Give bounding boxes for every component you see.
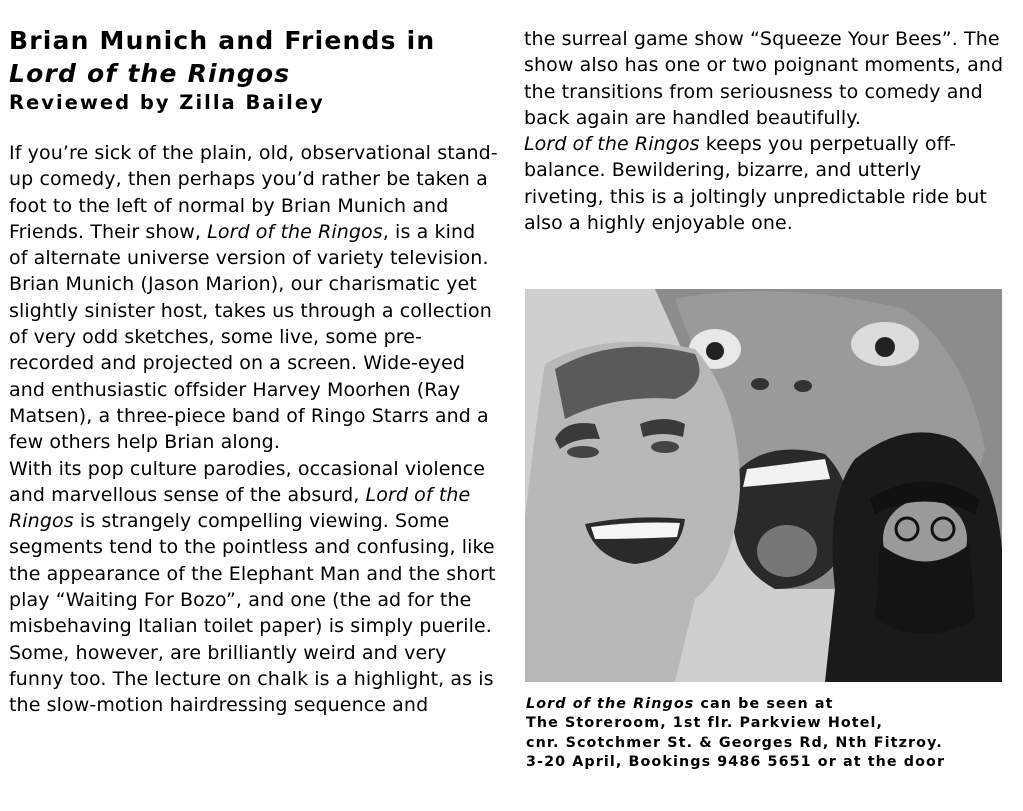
paragraph-4-end: keeps you perpetually off-balance. Bewildering, bizarre, and utterly riveting, this is a joltingly unpredictable ride but also a highly enjoyable one.: [524, 133, 987, 235]
article-body-left: [9, 140, 499, 719]
caption-line-1: [526, 695, 1006, 714]
show-name-inline: Lord of the Ringos: [524, 133, 700, 156]
photo-caption: [526, 695, 1006, 772]
show-photo: [525, 289, 1002, 682]
show-photo-illustration: [525, 289, 1002, 682]
paragraph-2-end: is strangely compelling viewing. Some segments tend to the pointless and confusing, like the appearance of the Elephant Man and the short play “Waiting For Bozo”, and one (the ad for the misbehaving Italian toilet paper) is simply puerile. Some, however, are brilliantly weird and very funny too. The lecture on chalk is a highlight, as is the slow-motion hairdressing sequence and: [9, 510, 496, 717]
title-show-name: Lord of the Ringos: [9, 59, 291, 88]
left-column: [9, 24, 499, 719]
caption-line-3: cnr. Scotchmer St. & Georges Rd, Nth Fitzroy.: [526, 734, 943, 751]
show-name-inline: Lord of the Ringos: [207, 220, 383, 243]
article-body-right: [524, 26, 1004, 236]
show-name-inline: Lord of the Ringos: [9, 483, 471, 533]
paragraph-2-start: With its pop culture parodies, occasional violence and marvellous sense of the absurd,: [9, 457, 486, 506]
paragraph-1-end: , is a kind of alternate universe version of variety television. Brian Munich (Jason Marion), our charismatic yet slightly sinister host, takes us through a collection of very odd sketches, some live, some pre-recorded and projected on a screen. Wide-eyed and enthusiastic offsider Harvey Moorhen (Ray Matsen), a three-piece band of Ringo Starrs and a few others help Brian along.: [9, 220, 492, 454]
caption-show-name: Lord of the Ringos: [526, 696, 695, 712]
title-line-1: Brian Munich and Friends in: [9, 26, 436, 55]
byline: Reviewed by Zilla Bailey: [9, 91, 325, 114]
article-title: [9, 24, 499, 90]
paragraph-4: [524, 131, 1004, 236]
caption-line-4: 3-20 April, Bookings 9486 5651 or at the door: [526, 753, 946, 770]
caption-line-1-rest: can be seen at: [694, 696, 834, 712]
caption-line-2: The Storeroom, 1st flr. Parkview Hotel,: [526, 715, 884, 732]
paragraph-1: [9, 140, 499, 456]
paragraph-3: the surreal game show “Squeeze Your Bees”. The show also has one or two poignant moments, and the transitions from seriousness to comedy and back again are handled beautifully.: [524, 28, 1004, 129]
paragraph-2: [9, 456, 499, 719]
paragraph-1-start: If you’re sick of the plain, old, observational stand-up comedy, then perhaps you’d rather be taken a foot to the left of normal by Brian Munich and Friends. Their show,: [9, 142, 498, 243]
right-column: [524, 26, 1004, 236]
